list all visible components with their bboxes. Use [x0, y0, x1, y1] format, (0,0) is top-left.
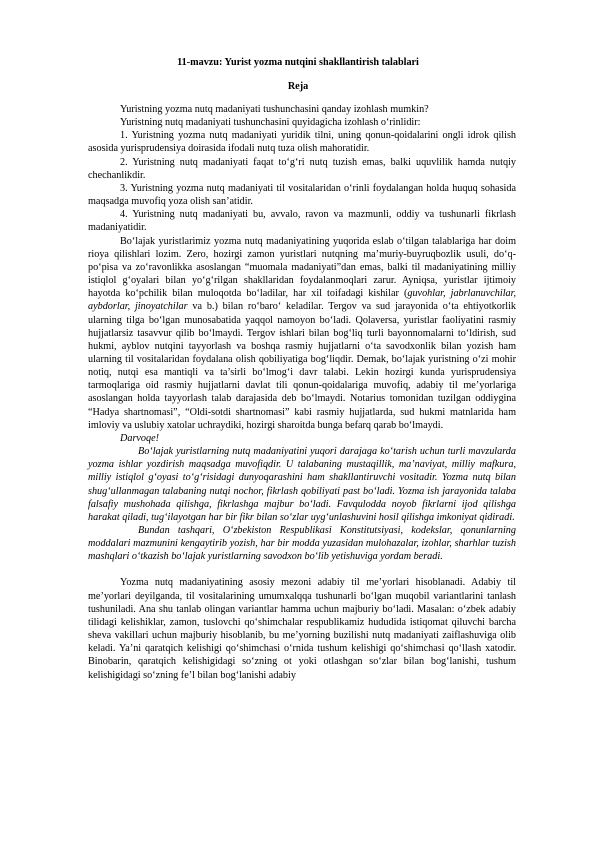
darvoqe-note: Darvoqe! — [120, 432, 160, 444]
page-subtitle: Reja — [287, 81, 309, 92]
page-title: 11-mavzu: Yurist yozma nutqini shakllantirish talablari — [177, 57, 419, 68]
list-item: 2. Yuristning nutq madaniyati faqat to‘g‘ri nutq tuzish emas, balki uquvlilik hamda nutqiy chechanlikdir. — [88, 156, 516, 181]
list-item: 3. Yuristning yozma nutq madaniyati til vositalaridan o‘rinli foydalangan holda huquq sohasida maqsadga muvofiq yoza olish san’atidir. — [88, 182, 516, 208]
final-paragraph: Yozma nutq madaniyatining asosiy mezoni adabiy til me’yorlari hisoblanadi. Adabiy til me’yorlari deyilganda, til vositalarining umumxalqqa tushunarli bo‘lgan muqobil variantlarini tanlash tushuniladi. Ana shu tanlab olingan variantlar hamma uchun majburiy bo‘ladi. Masalan: o‘zbek adabiy tilidagi kelishiklar, zamon, tuslovchi qo‘shimchalar respublikamiz hududida istiqomat qiluvchi barcha sheva vakillari uchun majburiy hisoblanib, bu me’yorning buzilishi nutq madaniyati zaiflashuviga olib keladi. Ya’ni qaratqich kelishigi qo‘shimchasi o‘rnida tushum kelishigi qo‘shimchasi qo‘llash xatodir. Binobarin, qaratqich kelishigidagi so‘zning ot yoki otlashgan so‘zlar bilan bog‘lanishi, tushum kelishigidagi so‘zning fe’l bilan bog‘lanishi adabiy — [88, 577, 516, 681]
main-paragraph-part-2: va b.) bilan ro‘baro‘ keladilar. Tergov va sud jarayonida o‘ta ehtiyotkorlik ularning tilga bo‘lgan munosabatida yaqqol namoyon bo‘ladi. Qolaversa, yuristlar faoliyatini rasmiy hujjatlarsiz tasavvur qilib bo‘lmaydi. Tergov ishlari bilan bog‘liq turli bayonnomalarni to‘ldirish, sud hukmi, ayblov nutqini tayyorlash va boshqa rasmiy hujjatlarni o‘ta savodxonlik bilan yozish ham ularning til vositalaridan foydalana olish qobiliyatiga bog‘liqdir. Demak, bo‘lajak yuristning o‘zi mohir notiq, nutqi esa mantiqli va ta’sirli bo‘lmog‘i davr talabi. Lekin hozirgi kunda yurisprudensiya tarmoqlariga oid rasmiy hujjatlarni davlat tili qonun-qoidalariga muvofiq, adabiy til me’yorlariga asoslangan holda tayyorlash talab darajasida deb bo‘lmaydi. Notarius tomonidan tuzilgan oddiygina “Hadya shartnomasi”, “Oldi-sotdi shartnomasi” kabi rasmiy hujjatlarda, sud hukmi matnlarida ham imloviy va uslubiy xatolar uchraydiki, hozirgi sharoitda bunga befarq qarab bo‘lmaydi. — [88, 301, 517, 431]
main-paragraph-part-1: Bo‘lajak yuristlarimiz yozma nutq madaniyatining yuqorida eslab o‘tilgan talablariga har doim rioya qilishlari lozim. Zero, hozirgi zamon yuristlari nutqning ma’muriy-buyruqbozlik usuli, do‘q-po‘pisa va zo‘ravonlikka asoslangan “muomala madaniyati”dan emas, balki til madaniyatining milliy istiqlol g‘oyalari bilan yo‘g‘rilgan shakllaridan foydalanmoqlari zarur. Ayniqsa, yuristlar ijtimoiy hayotda ko‘pchilik bilan muloqotda bo‘ladilar, har xil toifadagi kishilar ( — [88, 235, 516, 300]
main-paragraph-italic: guvohlar, jabrlanuvchilar, aybdorlar, jinoyatchilar — [88, 288, 516, 313]
list-item: 4. Yuristning nutq madaniyati bu, avvalo, ravon va mazmunli, oddiy va tushunarli fikrlash madaniyatidir. — [88, 209, 516, 234]
document-body — [88, 103, 516, 682]
italic-paragraph: Bo‘lajak yuristlarning nutq madaniyatini yuqori darajaga ko‘tarish uchun turli mavzularda yozma ishlar yozdirish maqsadga muvofiqdir. U talabaning mustaqillik, ma’naviyat, milliy mafkura, milliy istiqlol g‘oyasi to‘g‘risidagi dunyoqarashini ham shakllantiruvchi vositadir. Yozma nutq bilan shug‘ullanmagan talabaning nutqi nochor, fikrlash qobiliyati past bo‘ladi. Yozma ish jarayonida talaba falsafiy mushohada qilishga, fikrlashga majbur bo‘ladi. Favqulodda noyob fikrlarni ijod qilishga harakat qiladi, tug‘ilayotgan har bir fikr bilan so‘zlar uyg‘unlashuvini hosil qilishga imkoniyat qidiradi. — [88, 446, 516, 523]
italic-paragraph: Bundan tashqari, O‘zbekiston Respublikasi Konstitutsiyasi, kodekslar, qonunlarning moddalari mazmunini kengaytirib yozish, har bir modda yuzasidan mulohazalar, izohlar, sharhlar tuzish mashqlari o‘tkazish bo‘lajak yuristlarning savodxon bo‘lib yetishuviga yordam beradi. — [88, 525, 516, 563]
intro-line: Yuristning nutq madaniyati tushunchasini quyidagicha izohlash o‘rinlidir: — [120, 117, 421, 129]
main-paragraph — [88, 235, 516, 432]
list-item: 1. Yuristning yozma nutq madaniyati yuridik tilni, uning qonun-qoidalarini ongli idrok qilish asosida yurisprudensiya doirasida ifodali nutq tuza olish mahoratidir. — [88, 130, 516, 155]
question-line: Yuristning yozma nutq madaniyati tushunchasini qanday izohlash mumkin? — [120, 104, 429, 115]
